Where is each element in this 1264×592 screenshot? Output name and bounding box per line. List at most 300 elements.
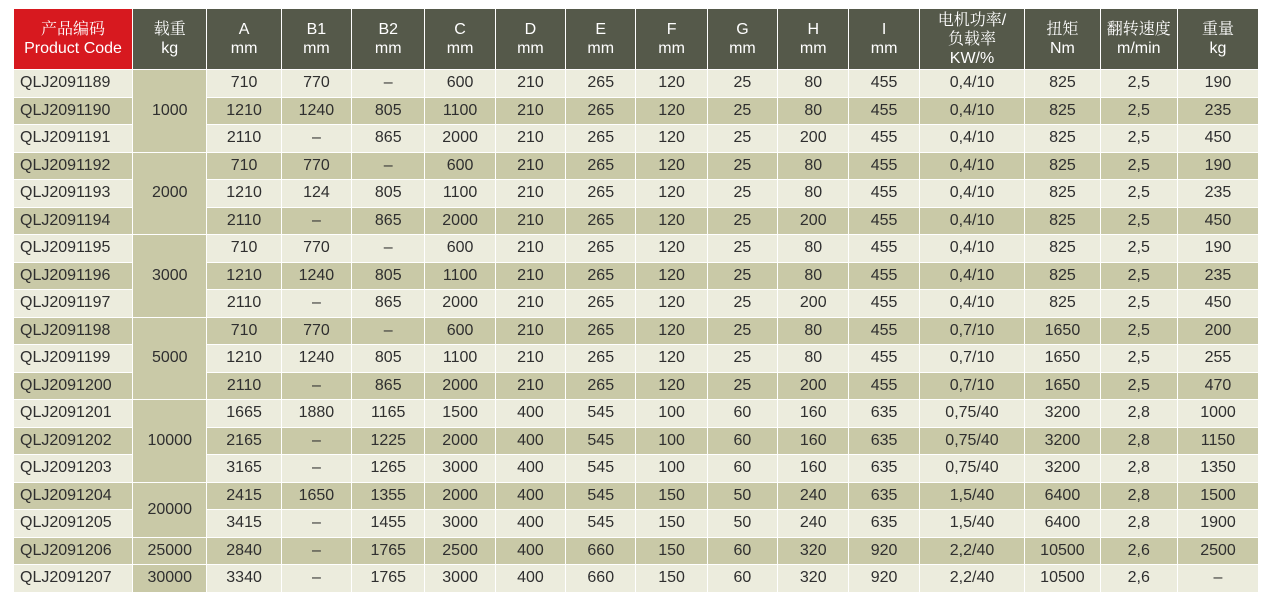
header-a-unit: mm	[230, 40, 258, 57]
a-cell: 710	[207, 317, 281, 345]
table-row	[14, 152, 1258, 180]
speed-cell: 2,5	[1100, 290, 1177, 318]
a-cell: 2110	[207, 207, 281, 235]
i-cell: 920	[849, 565, 919, 592]
b2-cell: 805	[352, 262, 425, 290]
power-cell: 0,4/10	[919, 180, 1025, 208]
h-cell: 80	[778, 70, 849, 98]
g-cell: 60	[707, 455, 777, 483]
d-cell: 400	[495, 510, 565, 538]
a-cell: 1210	[207, 97, 281, 125]
i-cell: 635	[849, 427, 919, 455]
c-cell: 2000	[425, 290, 495, 318]
table-row	[14, 537, 1258, 565]
header-load-name: 载重	[153, 21, 186, 38]
a-cell: 710	[207, 235, 281, 263]
weight-cell: 1500	[1177, 482, 1258, 510]
weight-cell: 235	[1177, 180, 1258, 208]
e-cell: 265	[566, 262, 636, 290]
header-power	[919, 9, 1025, 70]
speed-cell: 2,8	[1100, 482, 1177, 510]
h-cell: 160	[778, 455, 849, 483]
product-code-cell: QLJ2091198	[14, 317, 133, 345]
e-cell: 265	[566, 152, 636, 180]
torque-cell: 1650	[1025, 345, 1100, 373]
speed-cell: 2,8	[1100, 455, 1177, 483]
i-cell: 635	[849, 455, 919, 483]
torque-cell: 3200	[1025, 427, 1100, 455]
speed-cell: 2,6	[1100, 537, 1177, 565]
b2-cell: 1265	[352, 455, 425, 483]
power-cell: 0,4/10	[919, 290, 1025, 318]
product-code-cell: QLJ2091191	[14, 125, 133, 153]
d-cell: 210	[495, 125, 565, 153]
c-cell: 3000	[425, 565, 495, 592]
power-cell: 1,5/40	[919, 482, 1025, 510]
header-h-unit: mm	[799, 40, 827, 57]
weight-cell: 1900	[1177, 510, 1258, 538]
c-cell: 2000	[425, 427, 495, 455]
i-cell: 455	[849, 125, 919, 153]
a-cell: 1210	[207, 180, 281, 208]
b1-cell: –	[281, 372, 351, 400]
h-cell: 200	[778, 125, 849, 153]
power-cell: 0,4/10	[919, 70, 1025, 98]
h-cell: 200	[778, 207, 849, 235]
header-g	[707, 9, 777, 70]
speed-cell: 2,5	[1100, 97, 1177, 125]
power-cell: 1,5/40	[919, 510, 1025, 538]
power-cell: 2,2/40	[919, 537, 1025, 565]
g-cell: 25	[707, 207, 777, 235]
d-cell: 210	[495, 345, 565, 373]
b1-cell: –	[281, 455, 351, 483]
b2-cell: 1165	[352, 400, 425, 428]
torque-cell: 3200	[1025, 455, 1100, 483]
product-code-cell: QLJ2091197	[14, 290, 133, 318]
weight-cell: 235	[1177, 97, 1258, 125]
load-cell: 10000	[133, 400, 207, 483]
i-cell: 455	[849, 372, 919, 400]
power-cell: 0,75/40	[919, 427, 1025, 455]
header-d-unit: mm	[517, 40, 544, 57]
c-cell: 1100	[425, 345, 495, 373]
e-cell: 265	[566, 70, 636, 98]
b1-cell: –	[281, 427, 351, 455]
header-torque-unit: Nm	[1049, 40, 1075, 57]
b1-cell: 1650	[281, 482, 351, 510]
g-cell: 25	[707, 372, 777, 400]
table-row	[14, 70, 1258, 98]
b2-cell: 1765	[352, 537, 425, 565]
h-cell: 80	[778, 180, 849, 208]
h-cell: 80	[778, 345, 849, 373]
weight-cell: 450	[1177, 290, 1258, 318]
speed-cell: 2,5	[1100, 180, 1177, 208]
torque-cell: 825	[1025, 180, 1100, 208]
g-cell: 60	[707, 400, 777, 428]
power-cell: 0,4/10	[919, 97, 1025, 125]
torque-cell: 825	[1025, 235, 1100, 263]
g-cell: 25	[707, 70, 777, 98]
i-cell: 455	[849, 235, 919, 263]
b2-cell: –	[352, 152, 425, 180]
g-cell: 25	[707, 262, 777, 290]
e-cell: 265	[566, 97, 636, 125]
g-cell: 60	[707, 427, 777, 455]
weight-cell: –	[1177, 565, 1258, 592]
power-cell: 2,2/40	[919, 565, 1025, 592]
power-cell: 0,75/40	[919, 455, 1025, 483]
d-cell: 210	[495, 262, 565, 290]
h-cell: 80	[778, 317, 849, 345]
header-b1-name: B1	[306, 21, 327, 38]
d-cell: 400	[495, 537, 565, 565]
header-row	[14, 9, 1258, 70]
load-cell: 2000	[133, 152, 207, 235]
b2-cell: 805	[352, 97, 425, 125]
f-cell: 100	[636, 400, 707, 428]
f-cell: 100	[636, 455, 707, 483]
c-cell: 2000	[425, 482, 495, 510]
b1-cell: –	[281, 125, 351, 153]
spec-table-container	[14, 9, 1258, 592]
g-cell: 25	[707, 97, 777, 125]
weight-cell: 255	[1177, 345, 1258, 373]
d-cell: 210	[495, 235, 565, 263]
h-cell: 200	[778, 372, 849, 400]
i-cell: 635	[849, 510, 919, 538]
c-cell: 600	[425, 152, 495, 180]
e-cell: 545	[566, 400, 636, 428]
i-cell: 635	[849, 400, 919, 428]
weight-cell: 450	[1177, 125, 1258, 153]
speed-cell: 2,5	[1100, 372, 1177, 400]
e-cell: 265	[566, 372, 636, 400]
b1-cell: 770	[281, 317, 351, 345]
f-cell: 120	[636, 290, 707, 318]
power-cell: 0,4/10	[919, 207, 1025, 235]
e-cell: 265	[566, 345, 636, 373]
product-code-cell: QLJ2091206	[14, 537, 133, 565]
b1-cell: –	[281, 537, 351, 565]
power-cell: 0,7/10	[919, 317, 1025, 345]
table-row	[14, 482, 1258, 510]
f-cell: 150	[636, 482, 707, 510]
load-cell: 20000	[133, 482, 207, 537]
header-d-name: D	[524, 21, 537, 38]
table-row	[14, 317, 1258, 345]
g-cell: 50	[707, 482, 777, 510]
power-cell: 0,4/10	[919, 235, 1025, 263]
b2-cell: 1765	[352, 565, 425, 592]
b1-cell: 1240	[281, 97, 351, 125]
a-cell: 2415	[207, 482, 281, 510]
b2-cell: 805	[352, 180, 425, 208]
power-cell: 0,7/10	[919, 345, 1025, 373]
b1-cell: 124	[281, 180, 351, 208]
torque-cell: 1650	[1025, 372, 1100, 400]
header-g-name: G	[736, 21, 749, 38]
header-product-code-en: Product Code	[24, 40, 122, 57]
e-cell: 660	[566, 537, 636, 565]
c-cell: 1100	[425, 97, 495, 125]
c-cell: 3000	[425, 510, 495, 538]
d-cell: 210	[495, 97, 565, 125]
weight-cell: 1000	[1177, 400, 1258, 428]
a-cell: 2110	[207, 290, 281, 318]
header-h-name: H	[807, 21, 820, 38]
torque-cell: 10500	[1025, 537, 1100, 565]
product-code-cell: QLJ2091205	[14, 510, 133, 538]
b2-cell: 865	[352, 372, 425, 400]
speed-cell: 2,8	[1100, 510, 1177, 538]
e-cell: 545	[566, 482, 636, 510]
speed-cell: 2,8	[1100, 400, 1177, 428]
header-power-line1: 电机功率/	[937, 11, 1007, 29]
e-cell: 265	[566, 317, 636, 345]
header-torque	[1025, 9, 1100, 70]
f-cell: 120	[636, 152, 707, 180]
header-c	[425, 9, 495, 70]
header-e	[566, 9, 636, 70]
torque-cell: 825	[1025, 152, 1100, 180]
weight-cell: 1350	[1177, 455, 1258, 483]
e-cell: 265	[566, 235, 636, 263]
f-cell: 120	[636, 97, 707, 125]
f-cell: 100	[636, 427, 707, 455]
power-cell: 0,7/10	[919, 372, 1025, 400]
speed-cell: 2,6	[1100, 565, 1177, 592]
c-cell: 2500	[425, 537, 495, 565]
d-cell: 400	[495, 565, 565, 592]
i-cell: 455	[849, 345, 919, 373]
table-row	[14, 235, 1258, 263]
header-d	[495, 9, 565, 70]
power-cell: 0,4/10	[919, 152, 1025, 180]
header-b2-name: B2	[378, 21, 399, 38]
header-e-name: E	[595, 21, 607, 38]
a-cell: 3340	[207, 565, 281, 592]
i-cell: 455	[849, 97, 919, 125]
i-cell: 455	[849, 180, 919, 208]
power-cell: 0,4/10	[919, 125, 1025, 153]
b2-cell: 865	[352, 290, 425, 318]
b1-cell: 770	[281, 235, 351, 263]
d-cell: 210	[495, 70, 565, 98]
a-cell: 2840	[207, 537, 281, 565]
d-cell: 400	[495, 455, 565, 483]
a-cell: 3165	[207, 455, 281, 483]
e-cell: 545	[566, 427, 636, 455]
h-cell: 80	[778, 262, 849, 290]
header-f-unit: mm	[658, 40, 685, 57]
header-c-name: C	[454, 21, 466, 38]
b1-cell: –	[281, 207, 351, 235]
i-cell: 455	[849, 262, 919, 290]
g-cell: 25	[707, 152, 777, 180]
g-cell: 60	[707, 537, 777, 565]
load-cell: 25000	[133, 537, 207, 565]
a-cell: 2110	[207, 372, 281, 400]
h-cell: 320	[778, 565, 849, 592]
weight-cell: 1150	[1177, 427, 1258, 455]
b1-cell: –	[281, 510, 351, 538]
header-i	[849, 9, 919, 70]
product-code-cell: QLJ2091199	[14, 345, 133, 373]
torque-cell: 1650	[1025, 317, 1100, 345]
h-cell: 320	[778, 537, 849, 565]
speed-cell: 2,5	[1100, 125, 1177, 153]
c-cell: 600	[425, 235, 495, 263]
header-c-unit: mm	[446, 40, 474, 57]
b2-cell: –	[352, 317, 425, 345]
i-cell: 455	[849, 152, 919, 180]
table-row	[14, 400, 1258, 428]
b1-cell: 770	[281, 152, 351, 180]
b1-cell: 770	[281, 70, 351, 98]
product-code-cell: QLJ2091201	[14, 400, 133, 428]
power-cell: 0,75/40	[919, 400, 1025, 428]
c-cell: 600	[425, 317, 495, 345]
torque-cell: 825	[1025, 262, 1100, 290]
b2-cell: –	[352, 235, 425, 263]
c-cell: 1100	[425, 262, 495, 290]
d-cell: 400	[495, 400, 565, 428]
product-code-cell: QLJ2091189	[14, 70, 133, 98]
power-cell: 0,4/10	[919, 262, 1025, 290]
h-cell: 240	[778, 510, 849, 538]
b1-cell: 1880	[281, 400, 351, 428]
header-f-name: F	[666, 21, 677, 38]
g-cell: 25	[707, 290, 777, 318]
torque-cell: 6400	[1025, 510, 1100, 538]
h-cell: 240	[778, 482, 849, 510]
speed-cell: 2,8	[1100, 427, 1177, 455]
product-code-cell: QLJ2091195	[14, 235, 133, 263]
product-code-cell: QLJ2091196	[14, 262, 133, 290]
torque-cell: 825	[1025, 70, 1100, 98]
weight-cell: 190	[1177, 70, 1258, 98]
header-g-unit: mm	[729, 40, 756, 57]
product-code-cell: QLJ2091203	[14, 455, 133, 483]
b1-cell: 1240	[281, 262, 351, 290]
header-power-unit: KW/%	[949, 49, 995, 67]
a-cell: 710	[207, 70, 281, 98]
speed-cell: 2,5	[1100, 70, 1177, 98]
header-load-unit: kg	[161, 40, 179, 57]
c-cell: 2000	[425, 125, 495, 153]
b1-cell: –	[281, 565, 351, 592]
weight-cell: 235	[1177, 262, 1258, 290]
c-cell: 1100	[425, 180, 495, 208]
torque-cell: 825	[1025, 207, 1100, 235]
header-product-code-cn: 产品编码	[41, 21, 106, 38]
d-cell: 210	[495, 180, 565, 208]
b2-cell: 805	[352, 345, 425, 373]
header-b2	[352, 9, 425, 70]
speed-cell: 2,5	[1100, 345, 1177, 373]
i-cell: 455	[849, 317, 919, 345]
e-cell: 265	[566, 207, 636, 235]
f-cell: 120	[636, 235, 707, 263]
c-cell: 2000	[425, 207, 495, 235]
torque-cell: 3200	[1025, 400, 1100, 428]
speed-cell: 2,5	[1100, 235, 1177, 263]
b1-cell: 1240	[281, 345, 351, 373]
header-i-name: I	[881, 21, 887, 38]
d-cell: 210	[495, 317, 565, 345]
weight-cell: 450	[1177, 207, 1258, 235]
speed-cell: 2,5	[1100, 262, 1177, 290]
d-cell: 210	[495, 152, 565, 180]
a-cell: 2165	[207, 427, 281, 455]
e-cell: 545	[566, 455, 636, 483]
torque-cell: 6400	[1025, 482, 1100, 510]
header-f	[636, 9, 707, 70]
product-code-cell: QLJ2091192	[14, 152, 133, 180]
speed-cell: 2,5	[1100, 207, 1177, 235]
product-code-cell: QLJ2091194	[14, 207, 133, 235]
f-cell: 120	[636, 317, 707, 345]
c-cell: 2000	[425, 372, 495, 400]
b2-cell: 865	[352, 207, 425, 235]
i-cell: 455	[849, 207, 919, 235]
d-cell: 400	[495, 427, 565, 455]
product-code-cell: QLJ2091207	[14, 565, 133, 592]
a-cell: 1210	[207, 345, 281, 373]
torque-cell: 10500	[1025, 565, 1100, 592]
product-code-cell: QLJ2091193	[14, 180, 133, 208]
g-cell: 25	[707, 317, 777, 345]
d-cell: 210	[495, 372, 565, 400]
load-cell: 3000	[133, 235, 207, 318]
g-cell: 50	[707, 510, 777, 538]
b1-cell: –	[281, 290, 351, 318]
product-code-cell: QLJ2091204	[14, 482, 133, 510]
product-code-cell: QLJ2091200	[14, 372, 133, 400]
product-code-cell: QLJ2091202	[14, 427, 133, 455]
h-cell: 160	[778, 400, 849, 428]
e-cell: 265	[566, 180, 636, 208]
e-cell: 545	[566, 510, 636, 538]
product-code-cell: QLJ2091190	[14, 97, 133, 125]
header-speed	[1100, 9, 1177, 70]
f-cell: 120	[636, 180, 707, 208]
a-cell: 3415	[207, 510, 281, 538]
header-weight	[1177, 9, 1258, 70]
header-b1	[281, 9, 351, 70]
g-cell: 25	[707, 235, 777, 263]
h-cell: 80	[778, 235, 849, 263]
torque-cell: 825	[1025, 290, 1100, 318]
header-e-unit: mm	[587, 40, 615, 57]
d-cell: 210	[495, 207, 565, 235]
torque-cell: 825	[1025, 125, 1100, 153]
header-weight-unit: kg	[1209, 40, 1227, 57]
h-cell: 160	[778, 427, 849, 455]
g-cell: 60	[707, 565, 777, 592]
table-row	[14, 565, 1258, 592]
header-b1-unit: mm	[303, 40, 330, 57]
load-cell: 30000	[133, 565, 207, 592]
header-power-line2: 负载率	[947, 30, 996, 48]
f-cell: 120	[636, 70, 707, 98]
b2-cell: 865	[352, 125, 425, 153]
header-a	[207, 9, 281, 70]
header-b2-unit: mm	[374, 40, 402, 57]
f-cell: 120	[636, 125, 707, 153]
